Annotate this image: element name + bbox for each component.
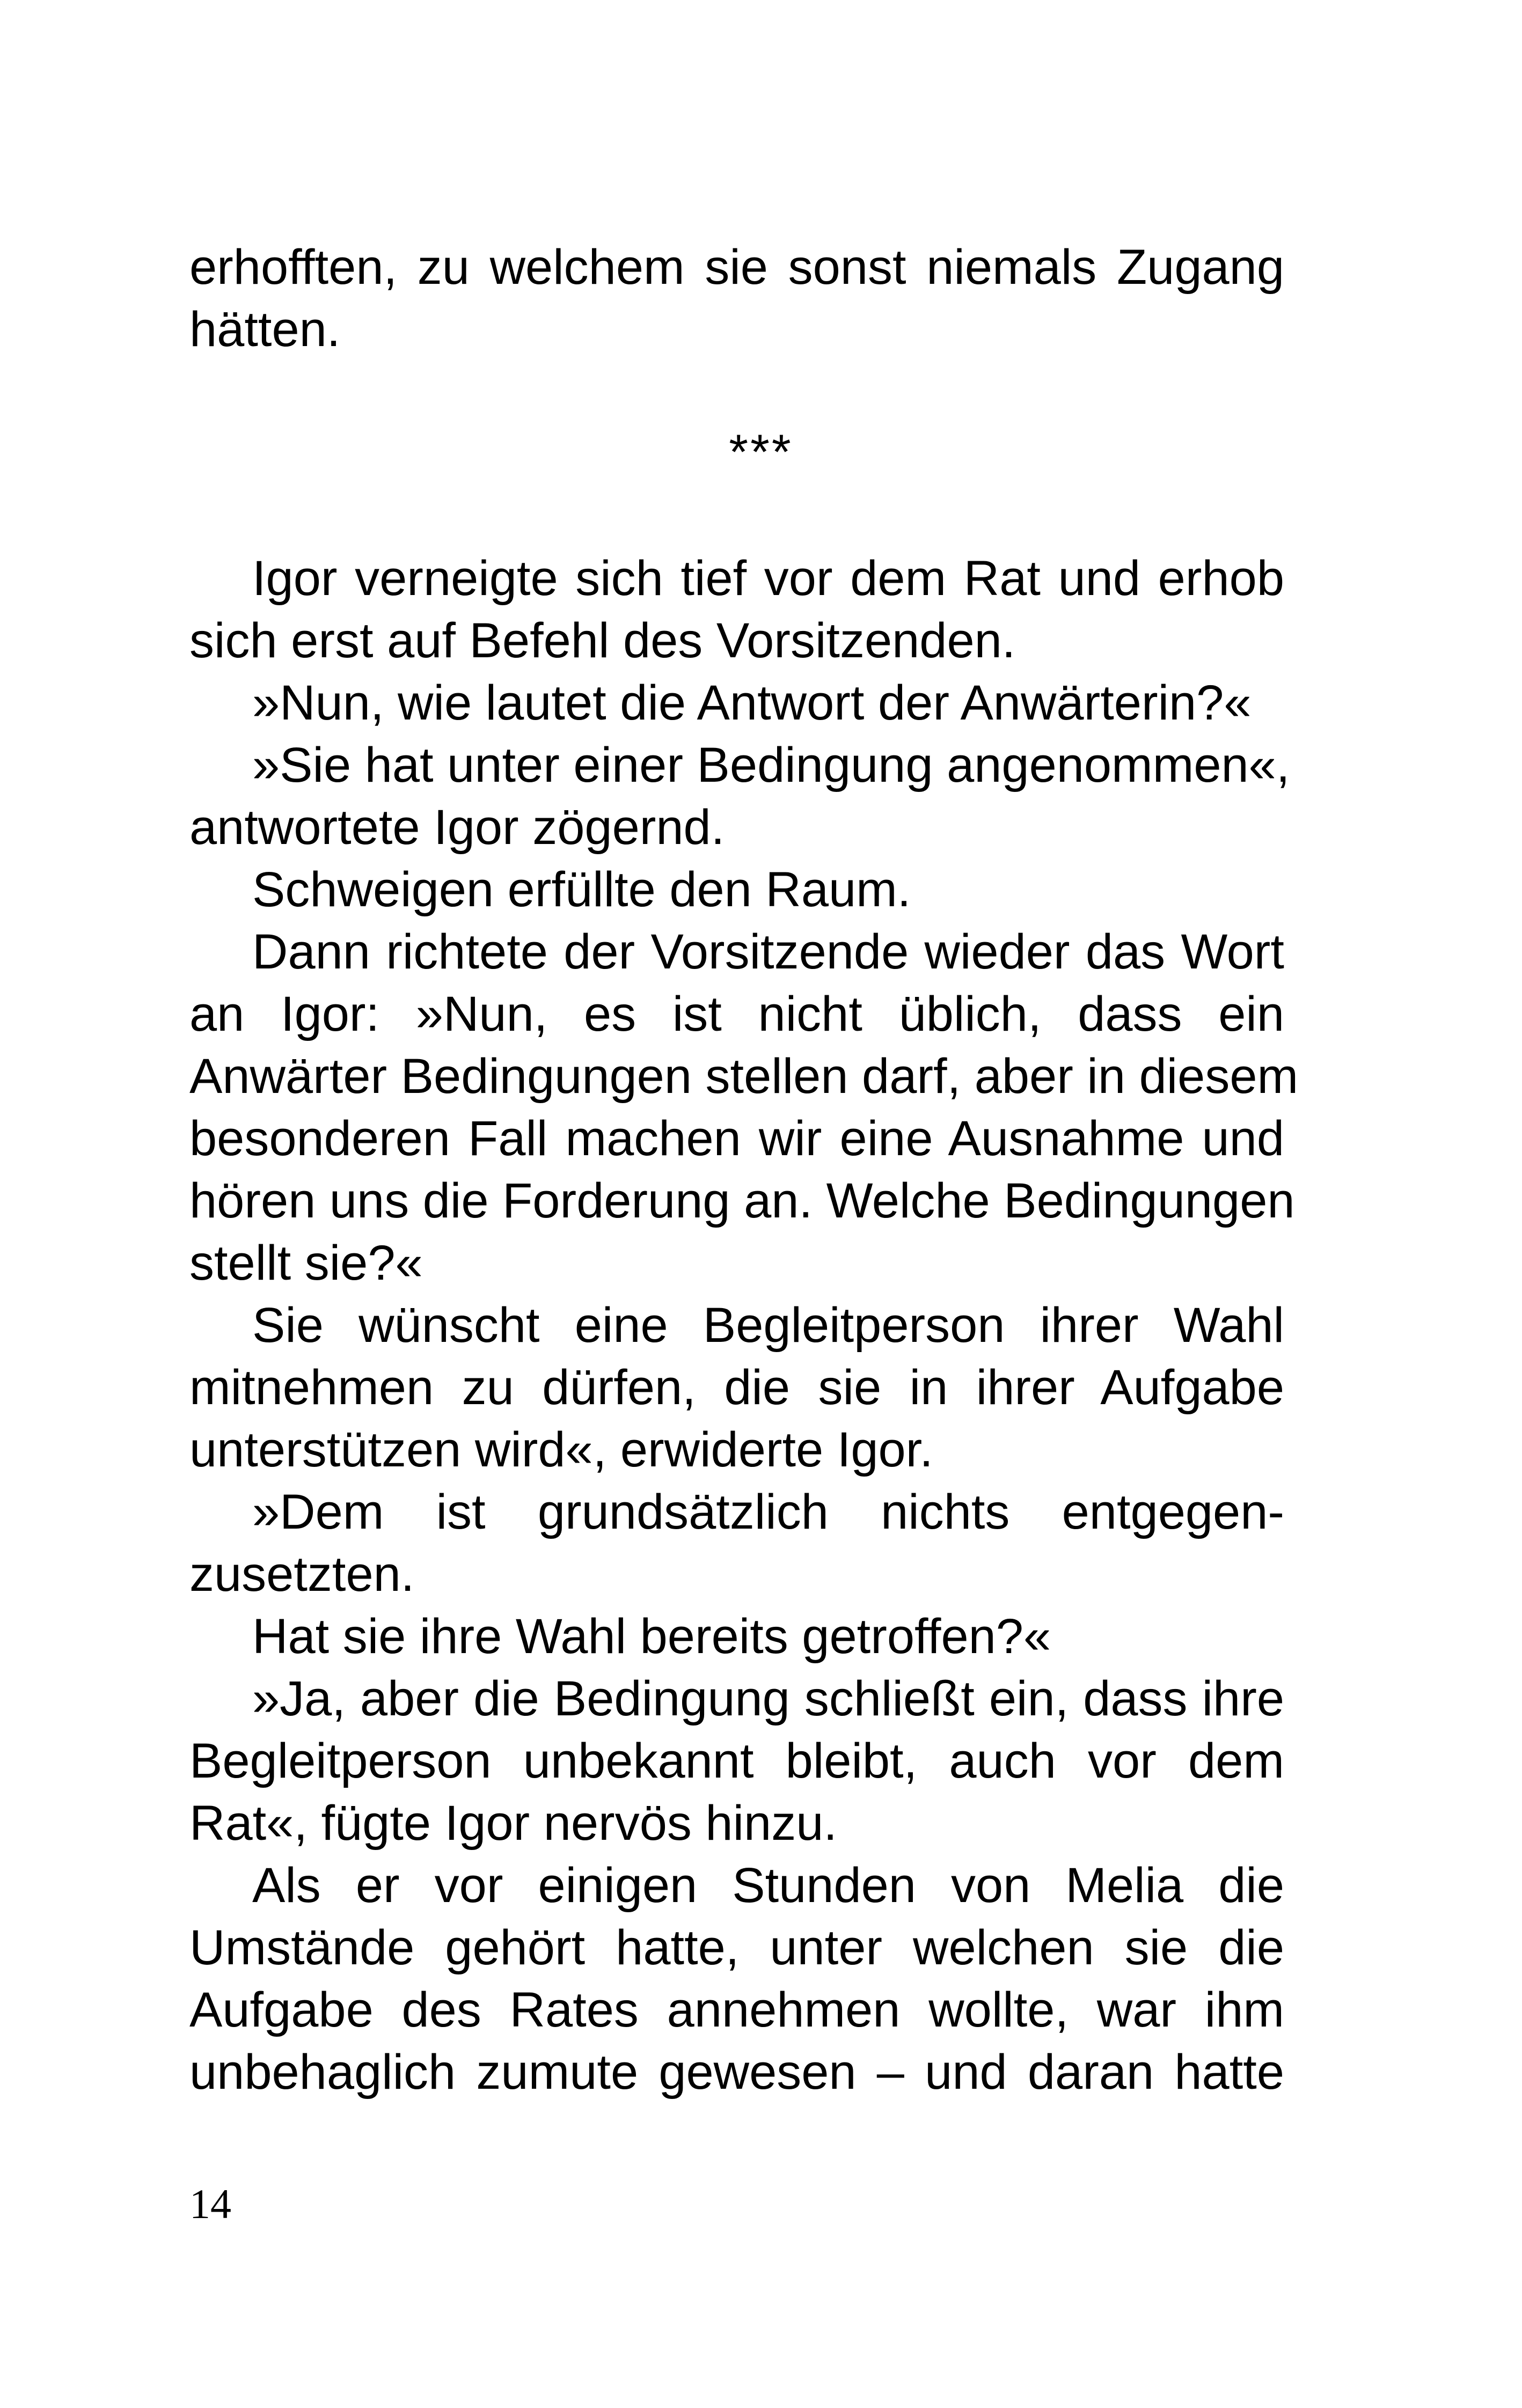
page-number: 14	[189, 2181, 231, 2227]
text-line: »Ja, aber die Bedingung schließt ein, dass ihre	[252, 1671, 1284, 1726]
text-line: Umstände gehört hatte, unter welchen sie die	[189, 1920, 1284, 1975]
text-line: erhofften, zu welchem sie sonst niemals Zugang	[189, 240, 1284, 295]
text-line: »Dem ist grundsätzlich nichts entgegen-	[252, 1485, 1284, 1539]
text-line: an Igor: »Nun, es ist nicht üblich, dass ein	[189, 987, 1284, 1041]
text-line: hätten.	[189, 302, 341, 357]
text-line: unbehaglich zumute gewesen – und daran hatte	[189, 2045, 1284, 2099]
text-line: unterstützen wird«, erwiderte Igor.	[189, 1422, 933, 1477]
text-line: Igor verneigte sich tief vor dem Rat und erhob	[252, 551, 1284, 606]
text-line: Sie wünscht eine Begleitperson ihrer Wahl	[252, 1298, 1284, 1353]
text-line: zusetzten.	[189, 1547, 415, 1602]
text-line: hören uns die Forderung an. Welche Bedingungen	[189, 1173, 1295, 1228]
text-line: Begleitperson unbekannt bleibt, auch vor dem	[189, 1734, 1284, 1788]
section-separator: ***	[729, 425, 793, 480]
text-line: Rat«, fügte Igor nervös hinzu.	[189, 1796, 837, 1851]
body-text	[189, 547, 1299, 2103]
text-line: Hat sie ihre Wahl bereits getroffen?«	[252, 1609, 1051, 1664]
text-line: Aufgabe des Rates annehmen wollte, war ihm	[189, 1983, 1284, 2037]
text-line: Anwärter Bedingungen stellen darf, aber in diesem	[189, 1049, 1299, 1104]
text-line: besonderen Fall machen wir eine Ausnahme und	[189, 1111, 1284, 1166]
text-line: mitnehmen zu dürfen, die sie in ihrer Aufgabe	[189, 1360, 1284, 1415]
text-line: Dann richtete der Vorsitzende wieder das Wort	[252, 924, 1284, 979]
top-paragraph	[189, 236, 1284, 361]
text-line: sich erst auf Befehl des Vorsitzenden.	[189, 613, 1016, 668]
text-line: antwortete Igor zögernd.	[189, 800, 725, 855]
text-line: Schweigen erfüllte den Raum.	[252, 862, 911, 917]
text-line: »Sie hat unter einer Bedingung angenommen«,	[252, 738, 1290, 792]
text-line: Als er vor einigen Stunden von Melia die	[252, 1858, 1284, 1913]
text-line: stellt sie?«	[189, 1236, 423, 1290]
text-line: »Nun, wie lautet die Antwort der Anwärterin?«	[252, 676, 1252, 730]
